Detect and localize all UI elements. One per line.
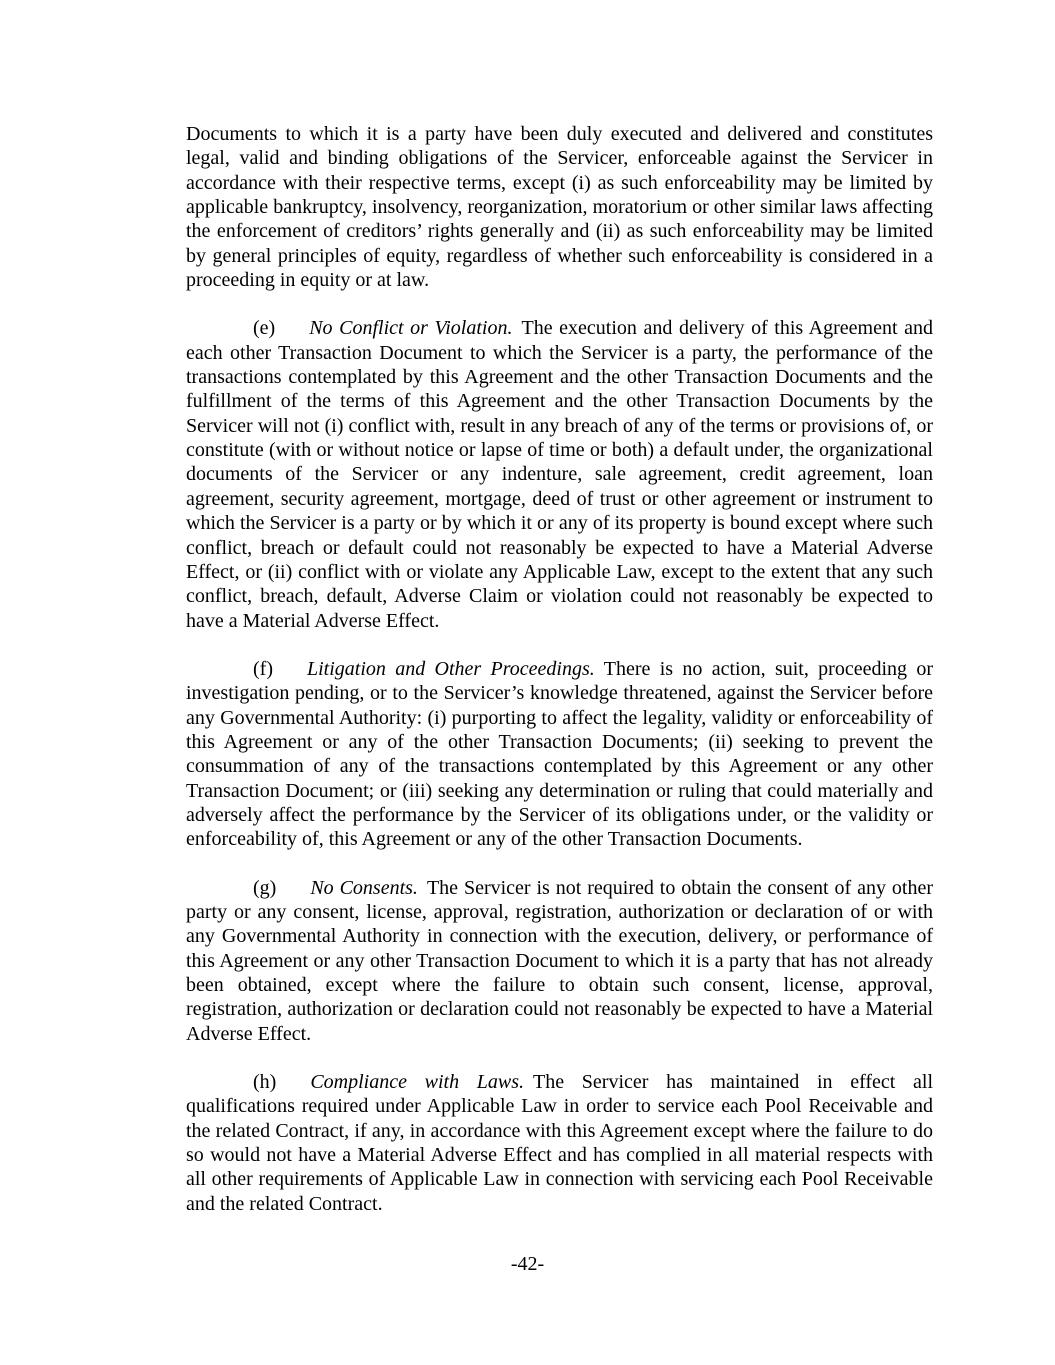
paragraph-text: The execution and delivery of this Agreement and each other Transaction Document to which the Servicer is a party, the performance of the transactions contemplated by this Agreement and the other Transaction Documents and the fulfillment of the terms of this Agreement and the other Transaction Documents by the Servicer will not (i) conflict with, result in any breach of any of the terms or provisions of, or constitute (with or without notice or lapse of time or both) a default under, the organizational documents of the Servicer or any indenture, sale agreement, credit agreement, loan agreement, security agreement, mortgage, deed of trust or other agreement or instrument to which the Servicer is a party or by which it or any of its property is bound except where such conflict, breach or default could not reasonably be expected to have a Material Adverse Effect, or (ii) conflict with or violate any Applicable Law, except to the extent that any such conflict, breach, default, Adverse Claim or violation could not reasonably be expected to have a Material Adverse Effect.: [186, 317, 933, 632]
document-body: [186, 122, 933, 1240]
paragraph-e: [186, 316, 933, 632]
paragraph-title: No Conflict or Violation.: [309, 317, 513, 340]
paragraph-h: [186, 1070, 933, 1216]
page-number: -42-: [510, 1253, 545, 1275]
paragraph-g: [186, 876, 933, 1046]
paragraph-label: (f): [253, 657, 273, 680]
paragraph-continuation: [186, 122, 933, 292]
paragraph-f: [186, 657, 933, 852]
paragraph-text: The Servicer is not required to obtain the consent of any other party or any consent, license, approval, registration, authorization or declaration of or with any Governmental Authority in connection with the execution, delivery, or performance of this Agreement or any other Transaction Document to which it is a party that has not already been obtained, except where the failure to obtain such consent, license, approval, registration, authorization or declaration could not reasonably be expected to have a Material Adverse Effect.: [186, 876, 933, 1045]
paragraph-label: (g): [253, 876, 277, 899]
paragraph-label: (h): [253, 1071, 277, 1094]
paragraph-title: Compliance with Laws.: [310, 1071, 525, 1094]
paragraph-label: (e): [253, 317, 276, 340]
paragraph-text: Documents to which it is a party have been duly executed and delivered and constitutes legal, valid and binding obligations of the Servicer, enforceable against the Servicer in accordance with their respective terms, except (i) as such enforceability may be limited by applicable bankruptcy, insolvency, reorganization, moratorium or other similar laws affecting the enforcement of creditors’ rights generally and (ii) as such enforceability may be limited by general principles of equity, regardless of whether such enforceability is considered in a proceeding in equity or at law.: [186, 123, 933, 292]
paragraph-text: There is no action, suit, proceeding or investigation pending, or to the Servicer’s knowledge threatened, against the Servicer before any Governmental Authority: (i) purporting to affect the legality, validity or enforceability of this Agreement or any of the other Transaction Documents; (ii) seeking to prevent the consummation of any of the transactions contemplated by this Agreement or any other Transaction Document; or (iii) seeking any determination or ruling that could materially and adversely affect the performance by the Servicer of its obligations under, or the validity or enforceability of, this Agreement or any of the other Transaction Documents.: [186, 657, 934, 851]
paragraph-text: The Servicer has maintained in effect all qualifications required under Applicable Law in order to service each Pool Receivable and the related Contract, if any, in accordance with this Agreement except where the failure to do so would not have a Material Adverse Effect and has complied in all material respects with all other requirements of Applicable Law in connection with servicing each Pool Receivable and the related Contract.: [186, 1071, 933, 1215]
paragraph-title: No Consents.: [310, 876, 418, 899]
paragraph-title: Litigation and Other Proceedings.: [306, 657, 595, 680]
